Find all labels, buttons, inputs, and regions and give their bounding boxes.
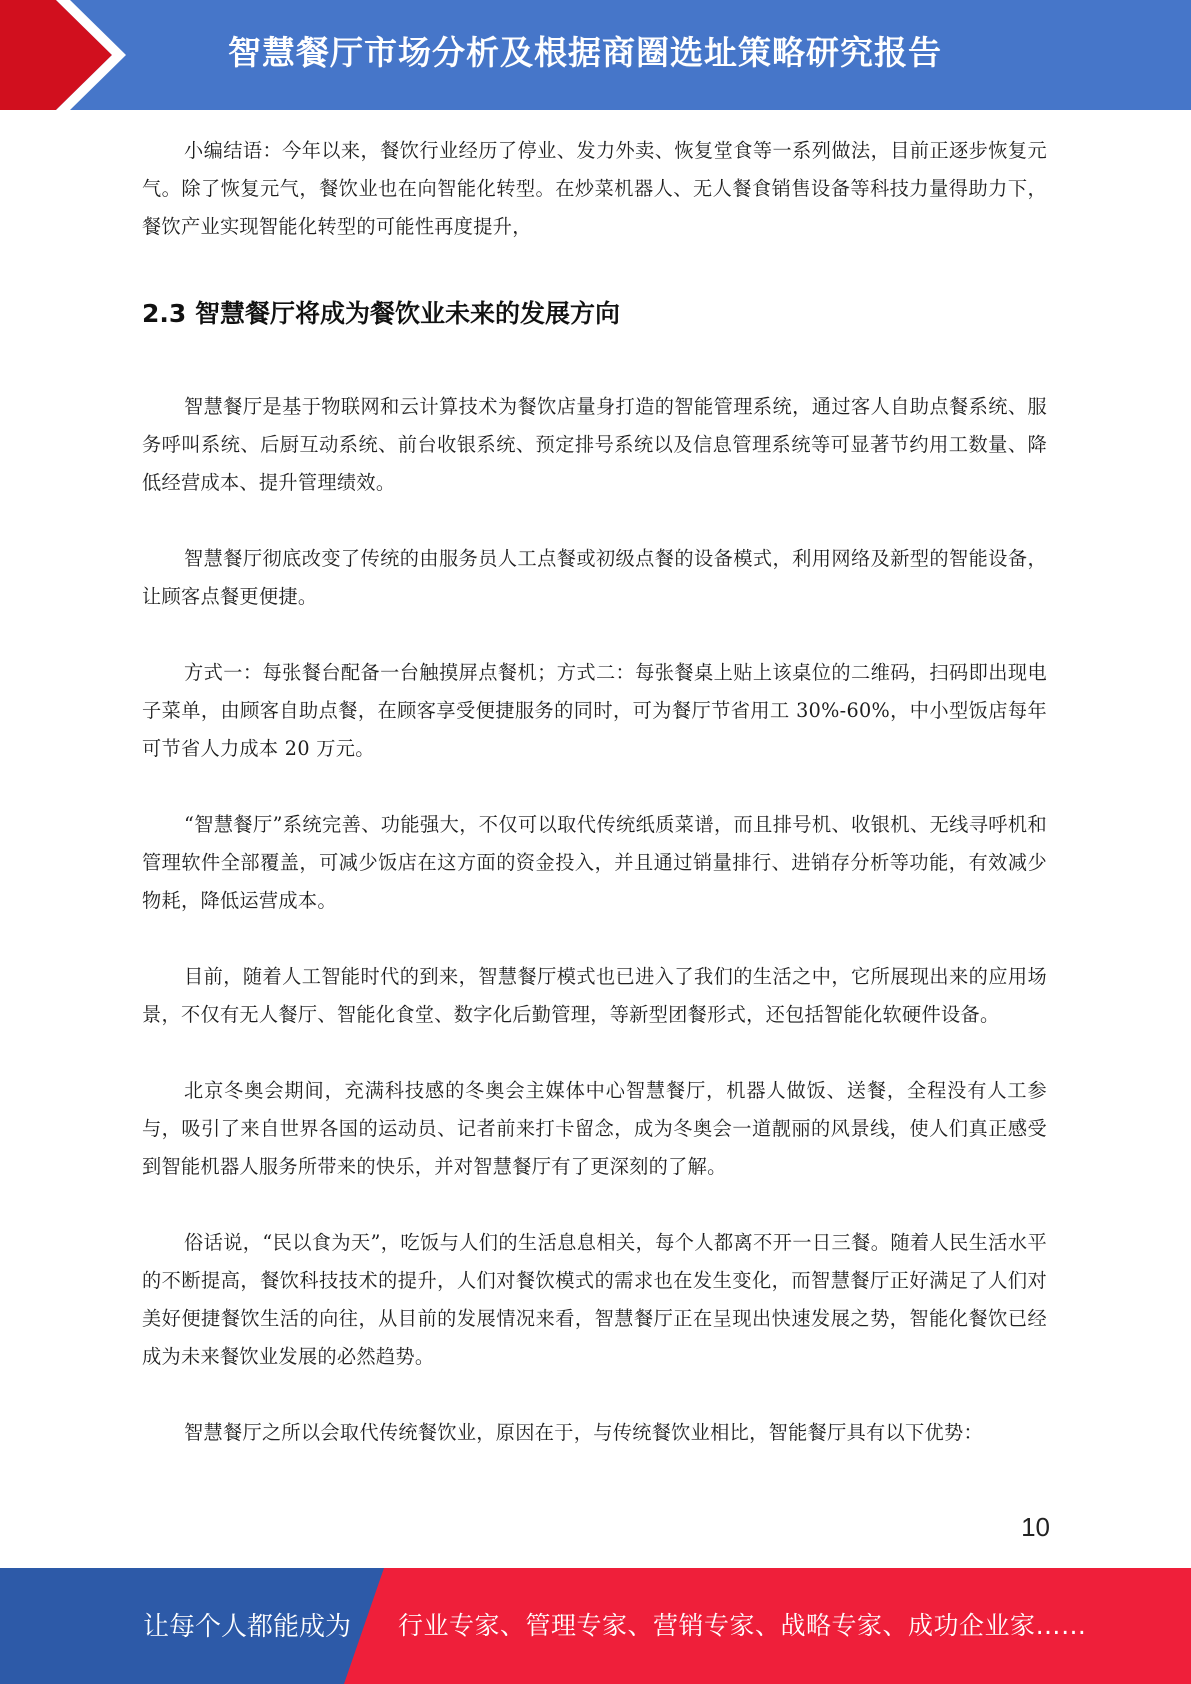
document-body <box>142 132 1047 1444</box>
paragraph-8: 智慧餐厅之所以会取代传统餐饮业，原因在于，与传统餐饮业相比，智能餐厅具有以下优势： <box>184 1421 983 1444</box>
paragraph-5: 目前，随着人工智能时代的到来，智慧餐厅模式也已进入了我们的生活之中，它所展现出来的应用场景，不仅有无人餐厅、智能化食堂、数字化后勤管理，等新型团餐形式，还包括智能化软硬件设备。 <box>142 965 1047 1026</box>
chevron-arrow-decoration <box>0 0 150 110</box>
section-heading: 2.3 智慧餐厅将成为餐饮业未来的发展方向 <box>142 299 620 328</box>
footer-slogan-left: 让每个人都能成为 <box>143 1612 352 1642</box>
page-number: 10 <box>1021 1512 1050 1542</box>
paragraph-2: 智慧餐厅彻底改变了传统的由服务员人工点餐或初级点餐的设备模式，利用网络及新型的智能设备，让顾客点餐更便捷。 <box>142 547 1047 608</box>
section-body <box>142 388 1047 1452</box>
footer-slogan-right: 行业专家、管理专家、营销专家、战略专家、成功企业家…… <box>398 1611 1087 1640</box>
paragraph-6: 北京冬奥会期间，充满科技感的冬奥会主媒体中心智慧餐厅，机器人做饭、送餐，全程没有人工参与，吸引了来自世界各国的运动员、记者前来打卡留念，成为冬奥会一道靓丽的风景线，使人们真正感受到智能机器人服务所带来的快乐，并对智慧餐厅有了更深刻的了解。 <box>142 1079 1047 1178</box>
page-footer <box>0 1568 1191 1684</box>
paragraph-3: 方式一：每张餐台配备一台触摸屏点餐机；方式二：每张餐桌上贴上该桌位的二维码，扫码即出现电子菜单，由顾客自助点餐，在顾客享受便捷服务的同时，可为餐厅节省用工 30%-60%，中小型饭店每年可节省人力成本 20 万元。 <box>142 661 1047 760</box>
report-title: 智慧餐厅市场分析及根据商圈选址策略研究报告 <box>228 33 942 72</box>
paragraph-4: “智慧餐厅”系统完善、功能强大，不仅可以取代传统纸质菜谱，而且排号机、收银机、无线寻呼机和管理软件全部覆盖，可减少饭店在这方面的资金投入，并且通过销量排行、进销存分析等功能，有效减少物耗，降低运营成本。 <box>142 813 1047 912</box>
page-header <box>0 0 1191 110</box>
intro-paragraph: 小编结语：今年以来，餐饮行业经历了停业、发力外卖、恢复堂食等一系列做法，目前正逐步恢复元气。除了恢复元气，餐饮业也在向智能化转型。在炒菜机器人、无人餐食销售设备等科技力量得助力下，餐饮产业实现智能化转型的可能性再度提升， <box>142 139 1047 238</box>
paragraph-1: 智慧餐厅是基于物联网和云计算技术为餐饮店量身打造的智能管理系统，通过客人自助点餐系统、服务呼叫系统、后厨互动系统、前台收银系统、预定排号系统以及信息管理系统等可显著节约用工数量、降低经营成本、提升管理绩效。 <box>142 395 1047 494</box>
paragraph-7: 俗话说，“民以食为天”，吃饭与人们的生活息息相关，每个人都离不开一日三餐。随着人民生活水平的不断提高，餐饮科技技术的提升，人们对餐饮模式的需求也在发生变化，而智慧餐厅正好满足了人们对美好便捷餐饮生活的向往，从目前的发展情况来看，智慧餐厅正在呈现出快速发展之势，智能化餐饮已经成为未来餐饮业发展的必然趋势。 <box>142 1231 1047 1368</box>
